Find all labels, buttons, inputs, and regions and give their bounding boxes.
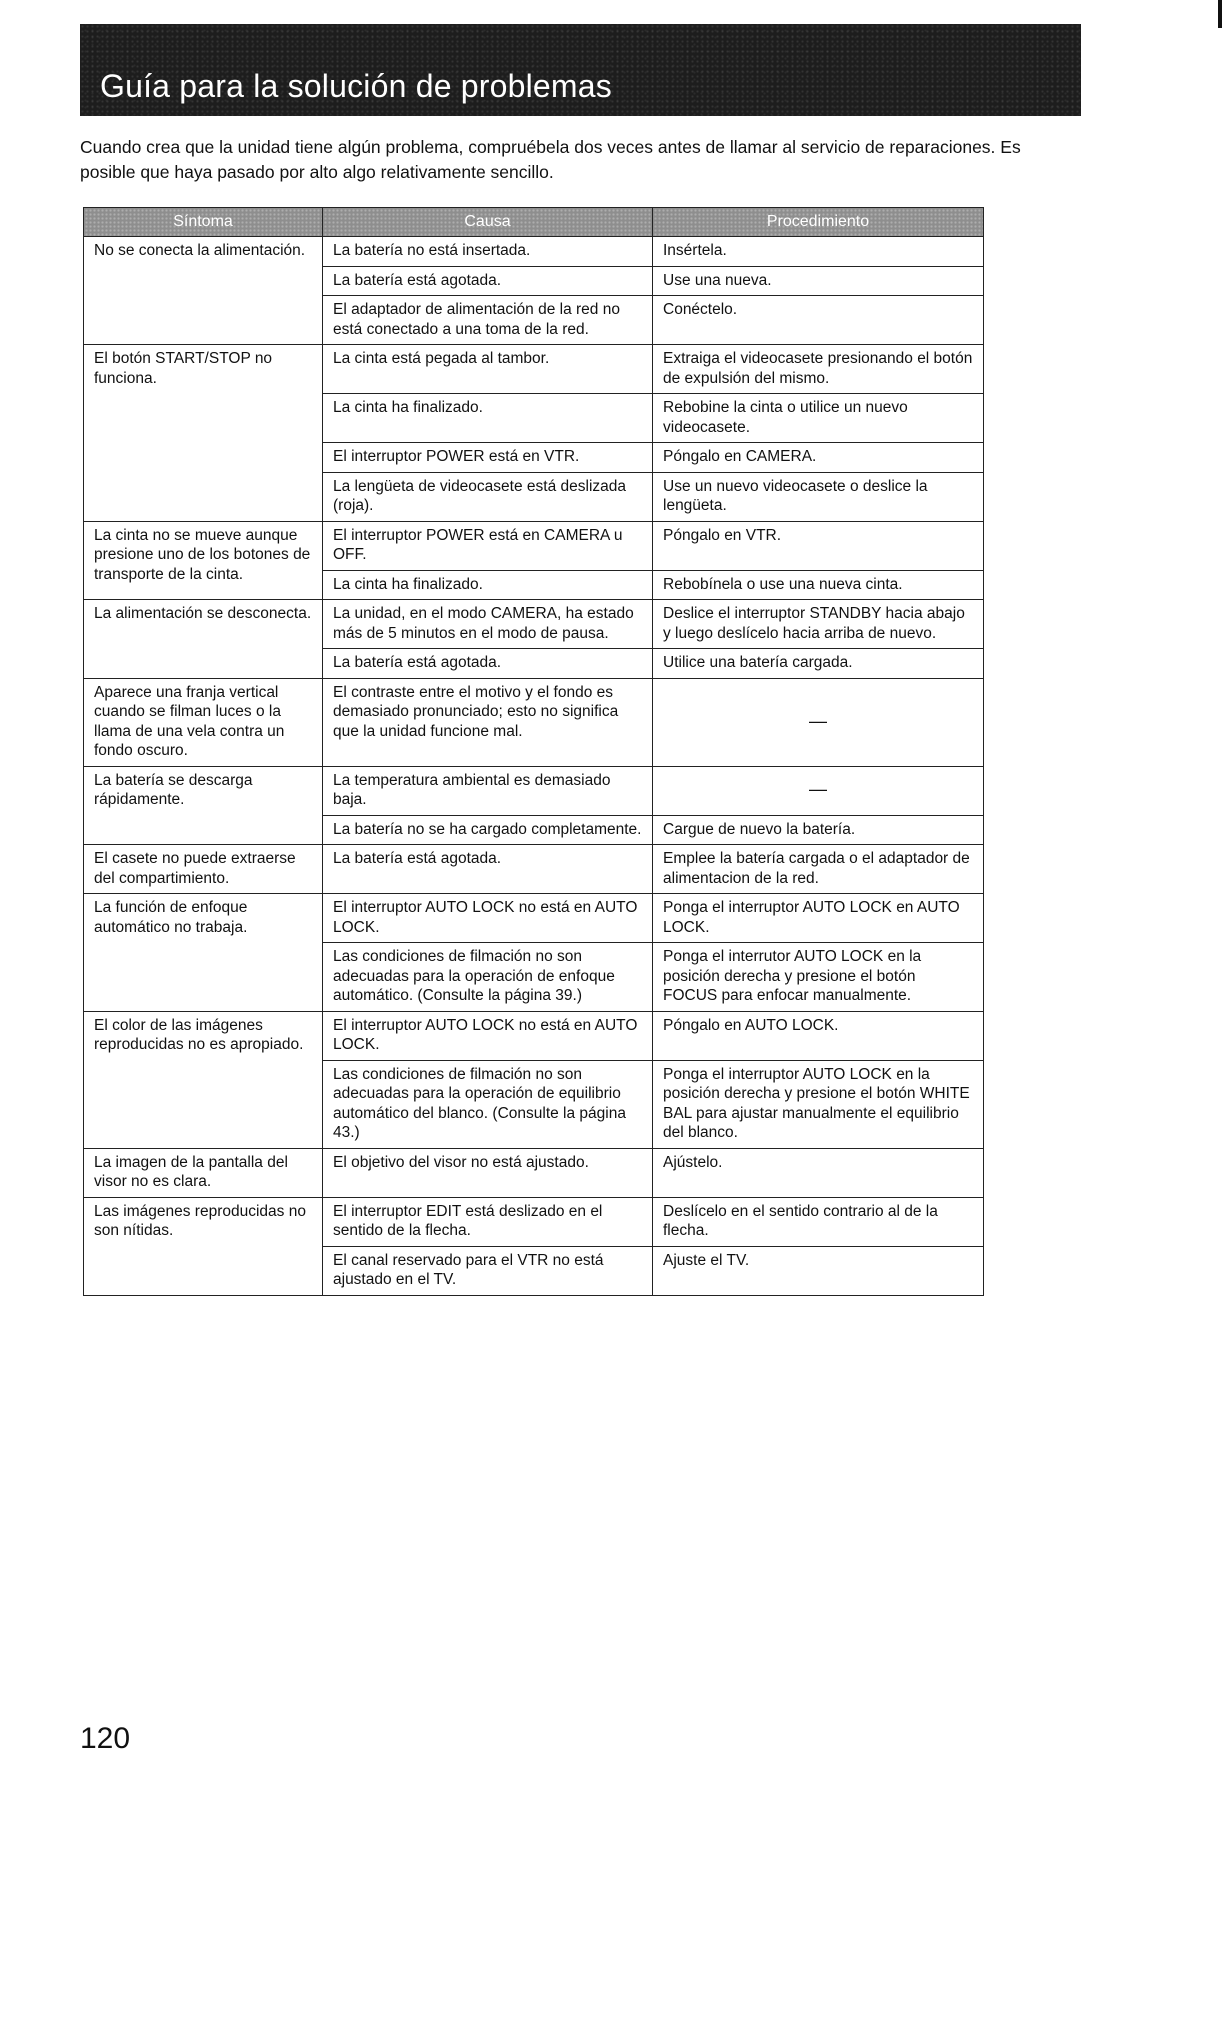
- cause-cell: Las condiciones de filmación no son adecuadas para la operación de equilibrio automático del blanco. (Consulte la página 43.): [323, 1060, 653, 1148]
- cause-cell: El contraste entre el motivo y el fondo es demasiado pronunciado; esto no significa que la unidad funcione mal.: [323, 678, 653, 766]
- procedure-cell: Ponga el interruptor AUTO LOCK en AUTO LOCK.: [653, 894, 984, 943]
- cause-cell: El interruptor EDIT está deslizado en el sentido de la flecha.: [323, 1197, 653, 1246]
- cause-cell: La cinta está pegada al tambor.: [323, 345, 653, 394]
- symptom-cell: La cinta no se mueve aunque presione uno de los botones de transporte de la cinta.: [84, 521, 323, 600]
- table-header-row: [84, 208, 984, 237]
- procedure-cell: Use una nueva.: [653, 266, 984, 296]
- procedure-cell: Emplee la batería cargada o el adaptador de alimentacion de la red.: [653, 845, 984, 894]
- procedure-cell: Póngalo en CAMERA.: [653, 443, 984, 473]
- procedure-cell: Insértela.: [653, 237, 984, 267]
- cause-cell: La batería está agotada.: [323, 266, 653, 296]
- cause-cell: La temperatura ambiental es demasiado baja.: [323, 766, 653, 815]
- cause-cell: La cinta ha finalizado.: [323, 570, 653, 600]
- table-row: [84, 1197, 984, 1246]
- cause-cell: La batería está agotada.: [323, 649, 653, 679]
- symptom-cell: El color de las imágenes reproducidas no es apropiado.: [84, 1011, 323, 1148]
- page-number: 120: [80, 1722, 131, 1755]
- cause-cell: El objetivo del visor no está ajustado.: [323, 1148, 653, 1197]
- procedure-cell: Ponga el interrutor AUTO LOCK en la posición derecha y presione el botón FOCUS para enfocar manualmente.: [653, 943, 984, 1012]
- symptom-cell: El botón START/STOP no funciona.: [84, 345, 323, 522]
- cause-cell: La lengüeta de videocasete está deslizada (roja).: [323, 472, 653, 521]
- intro-paragraph: Cuando crea que la unidad tiene algún problema, compruébela dos veces antes de llamar al servicio de reparaciones. Es posible que haya pasado por alto algo relativamente sencillo.: [80, 137, 1021, 182]
- procedure-cell: Utilice una batería cargada.: [653, 649, 984, 679]
- cause-cell: La cinta ha finalizado.: [323, 394, 653, 443]
- cause-cell: La unidad, en el modo CAMERA, ha estado más de 5 minutos en el modo de pausa.: [323, 600, 653, 649]
- procedure-cell: Rebobínela o use una nueva cinta.: [653, 570, 984, 600]
- table-row: [84, 345, 984, 394]
- symptom-cell: No se conecta la alimentación.: [84, 237, 323, 345]
- symptom-cell: La imagen de la pantalla del visor no es clara.: [84, 1148, 323, 1197]
- cause-cell: La batería no está insertada.: [323, 237, 653, 267]
- cause-cell: El adaptador de alimentación de la red no está conectado a una toma de la red.: [323, 296, 653, 345]
- procedure-cell: Deslícelo en el sentido contrario al de la flecha.: [653, 1197, 984, 1246]
- title-banner: [80, 24, 1081, 116]
- header-procedimiento: Procedimiento: [653, 208, 984, 237]
- page-title: Guía para la solución de problemas: [100, 68, 612, 104]
- table-row: [84, 766, 984, 815]
- cause-cell: El interruptor AUTO LOCK no está en AUTO LOCK.: [323, 894, 653, 943]
- procedure-cell: Ponga el interruptor AUTO LOCK en la posición derecha y presione el botón WHITE BAL para ajustar manualmente el equilibrio del blanco.: [653, 1060, 984, 1148]
- table-row: [84, 600, 984, 649]
- troubleshooting-table: [83, 207, 984, 1296]
- procedure-cell: Póngalo en AUTO LOCK.: [653, 1011, 984, 1060]
- table-row: [84, 845, 984, 894]
- procedure-cell: Ajuste el TV.: [653, 1246, 984, 1295]
- procedure-cell: Ajústelo.: [653, 1148, 984, 1197]
- table-row: [84, 521, 984, 570]
- cause-cell: El interruptor POWER está en CAMERA u OFF.: [323, 521, 653, 570]
- header-sintoma: Síntoma: [84, 208, 323, 237]
- header-causa: Causa: [323, 208, 653, 237]
- procedure-cell: Póngalo en VTR.: [653, 521, 984, 570]
- cause-cell: La batería no se ha cargado completamente.: [323, 815, 653, 845]
- table-row: [84, 894, 984, 943]
- procedure-cell: Rebobine la cinta o utilice un nuevo videocasete.: [653, 394, 984, 443]
- cause-cell: El interruptor POWER está en VTR.: [323, 443, 653, 473]
- symptom-cell: La alimentación se desconecta.: [84, 600, 323, 679]
- symptom-cell: La batería se descarga rápidamente.: [84, 766, 323, 845]
- procedure-cell: —: [653, 766, 984, 815]
- cause-cell: Las condiciones de filmación no son adecuadas para la operación de enfoque automático. (Consulte la página 39.): [323, 943, 653, 1012]
- procedure-cell: Extraiga el videocasete presionando el botón de expulsión del mismo.: [653, 345, 984, 394]
- symptom-cell: Aparece una franja vertical cuando se filman luces o la llama de una vela contra un fondo oscuro.: [84, 678, 323, 766]
- symptom-cell: Las imágenes reproducidas no son nítidas.: [84, 1197, 323, 1295]
- procedure-cell: Cargue de nuevo la batería.: [653, 815, 984, 845]
- table-row: [84, 237, 984, 267]
- symptom-cell: La función de enfoque automático no trabaja.: [84, 894, 323, 1012]
- procedure-cell: Conéctelo.: [653, 296, 984, 345]
- table-row: [84, 678, 984, 766]
- procedure-cell: Use un nuevo videocasete o deslice la lengüeta.: [653, 472, 984, 521]
- procedure-cell: Deslice el interruptor STANDBY hacia abajo y luego deslícelo hacia arriba de nuevo.: [653, 600, 984, 649]
- table-row: [84, 1148, 984, 1197]
- procedure-cell: —: [653, 678, 984, 766]
- cause-cell: El interruptor AUTO LOCK no está en AUTO LOCK.: [323, 1011, 653, 1060]
- corner-mark: [1218, 0, 1222, 28]
- table-row: [84, 1011, 984, 1060]
- cause-cell: La batería está agotada.: [323, 845, 653, 894]
- symptom-cell: El casete no puede extraerse del compartimiento.: [84, 845, 323, 894]
- cause-cell: El canal reservado para el VTR no está ajustado en el TV.: [323, 1246, 653, 1295]
- table-body: [84, 237, 984, 1296]
